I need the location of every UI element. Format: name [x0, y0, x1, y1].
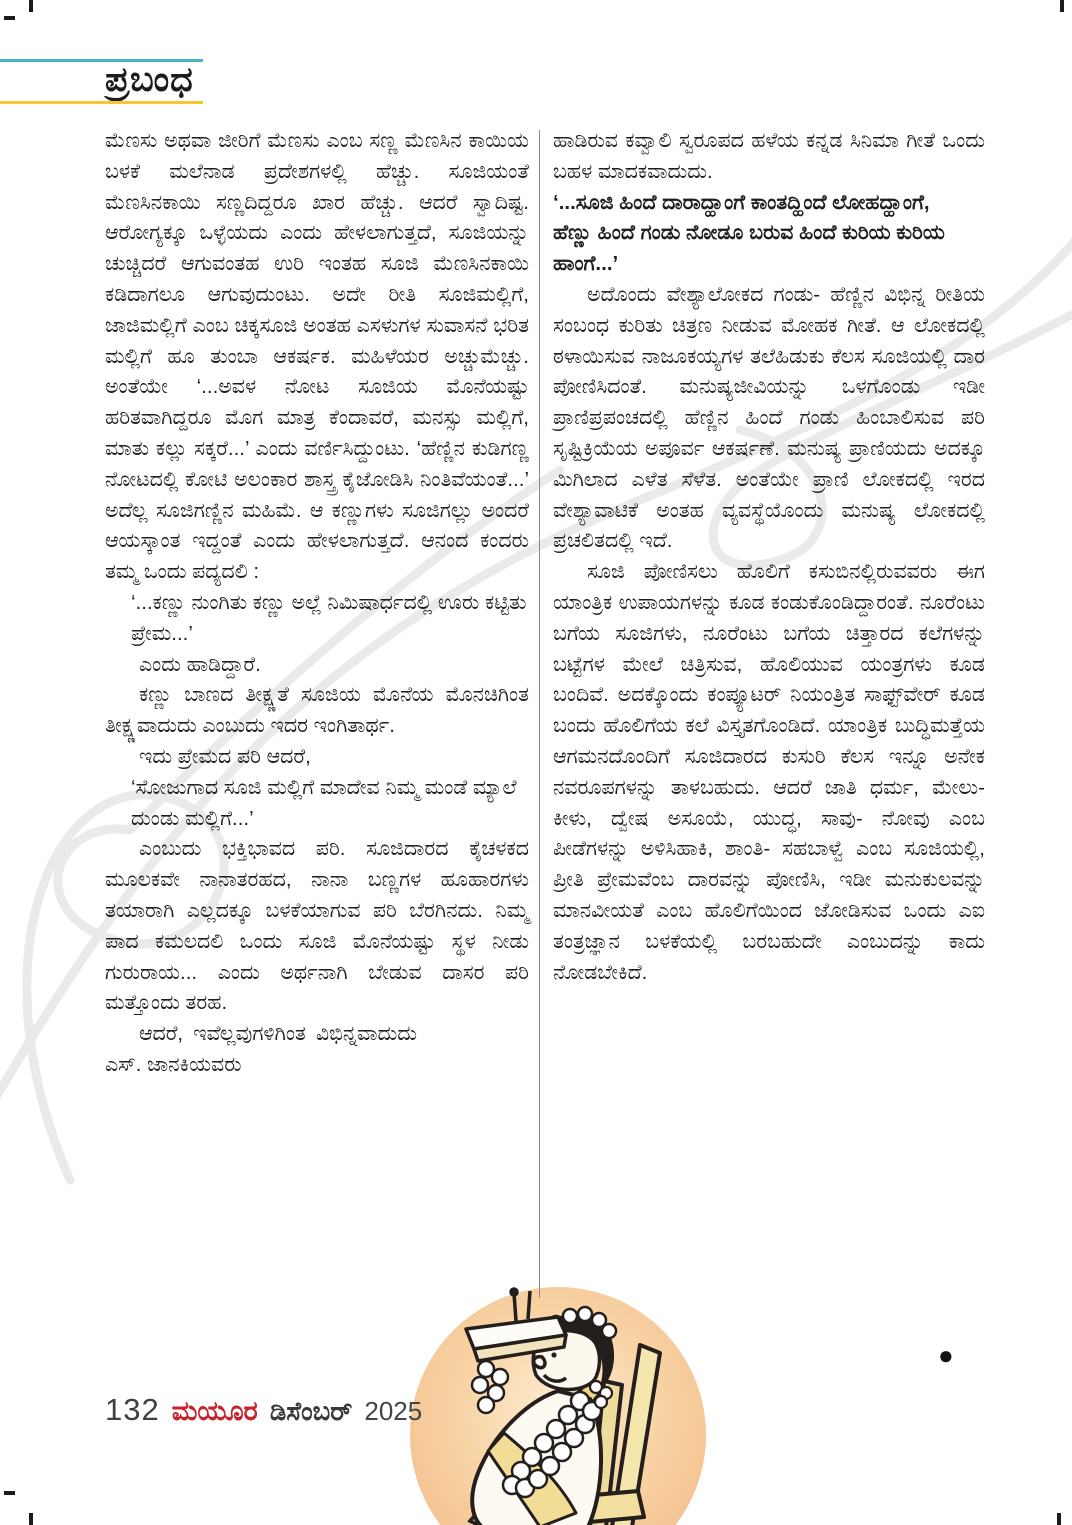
paragraph: ಹೆಣ್ಣು ಹಿಂದೆ ಗಂಡು ನೋಡೂ ಬರುವ ಹಿಂದೆ ಕುರಿಯ ಕುರಿಯ ಹಾಂಗೆ...’ — [553, 221, 945, 276]
issue-year: 2025 — [364, 1396, 423, 1426]
column-divider — [539, 130, 540, 1298]
paragraph: ಇದು ಪ್ರೇಮದ ಪರಿ ಆದರೆ, — [139, 744, 311, 768]
header-rule-bottom — [0, 101, 203, 104]
illustration-text-wrap-spacer — [417, 1019, 529, 1169]
crop-mark — [4, 1491, 15, 1495]
paragraph: ‘...ಕಣ್ಣು ನುಂಗಿತು ಕಣ್ಣು ಅಲ್ಲೆ ನಿಮಿಷಾರ್ಧದಲ್ಲಿ ಊರು ಕಟ್ಟಿತು ಪ್ರೇಮ...’ — [131, 590, 527, 645]
crop-mark — [29, 0, 33, 12]
paragraph: ಹಾಡಿರುವ ಕವ್ವಾಲಿ ಸ್ವರೂಪದ ಹಳೆಯ ಕನ್ನಡ ಸಿನಿಮಾ ಗೀತೆ ಒಂದು ಬಹಳ ಮಾದಕವಾದುದು. — [553, 129, 985, 183]
paragraph: ಎಂಬುದು ಭಕ್ತಿಭಾವದ ಪರಿ. ಸೂಜಿದಾರದ ಕೈಚಳಕದ ಮೂಲಕವೇ ನಾನಾತರಹದ, ನಾನಾ ಬಣ್ಣಗಳ ಹೂಹಾರಗಳು ತಯಾರಾಗಿ ಎಲ್ಲದಕ್ಕೂ ಬಳಕೆಯಾಗುವ ಪರಿ ಬೆರಗಿನದು. ನಿಮ್ಮ ಪಾದ ಕಮಲದಲಿ ಒಂದು ಸೂಜಿ ಮೊನೆಯಷ್ಟು ಸ್ಥಳ ನೀಡು ಗುರುರಾಯ... ಎಂದು ಅರ್ಥನಾಗಿ ಬೇಡುವ ದಾಸರ ಪರಿ ಮತ್ತೊಂದು ತರಹ. — [105, 837, 529, 1015]
paragraph: ಕಣ್ಣು ಬಾಣದ ತೀಕ್ಷ್ಣತೆ ಸೂಜಿಯ ಮೊನೆಯ ಮೊನಚಿಗಿಂತ ತೀಕ್ಷ್ಣವಾದುದು ಎಂಬುದು ಇದರ ಇಂಗಿತಾರ್ಥ. — [105, 683, 529, 738]
crop-mark — [4, 16, 15, 20]
page-footer — [105, 1392, 422, 1428]
page-number: 132 — [105, 1392, 160, 1427]
crop-mark — [1060, 0, 1064, 12]
paragraph: ‘...ಸೂಜಿ ಹಿಂದೆ ದಾರಾದ್ಹಾಂಗೆ ಕಾಂತದ್ಹಿಂದೆ ಲೋಹದ್ಹಾಂಗೆ, — [553, 190, 930, 214]
page-title: ಪ್ರಬಂಧ — [105, 60, 194, 99]
left-column — [105, 126, 529, 1169]
paragraph: ಆದರೆ, ಇವೆಲ್ಲವುಗಳಿಗಿಂತ ವಿಭಿನ್ನವಾದುದು ಎಸ್. ಜಾನಕಿಯವರು — [105, 1019, 529, 1081]
crop-mark — [29, 1513, 33, 1525]
right-column — [553, 126, 985, 1172]
seated-woman-with-garlands-illustration — [408, 1283, 708, 1525]
end-of-article-mark: ● — [938, 1340, 954, 1370]
illustration-text-wrap-spacer — [553, 557, 671, 1172]
paragraph: ಸೂಜಿ ಪೋಣಿಸಲು ಹೊಲಿಗೆ ಕಸುಬಿನಲ್ಲಿರುವವರು ಈಗ ಯಾಂತ್ರಿಕ ಉಪಾಯಗಳನ್ನು ಕೂಡ ಕಂಡುಕೊಂಡಿದ್ದಾರಂತೆ. ನೂರೆಂಟು ಬಗೆಯ ಸೂಜಿಗಳು, ನೂರೆಂಟು ಬಗೆಯ ಚಿತ್ತಾರದ ಕಲೆಗಳನ್ನು ಬಟ್ಟೆಗಳ ಮೇಲೆ ಚಿತ್ರಿಸುವ, ಹೊಲಿಯುವ ಯಂತ್ರಗಳು ಕೂಡ ಬಂದಿವೆ. ಅದಕ್ಕೊಂದು ಕಂಪ್ಯೂಟರ್ ನಿಯಂತ್ರಿತ ಸಾಫ್ಟ್‌ವೇರ್ ಕೂಡ ಬಂದು ಹೊಲಿಗೆಯ ಕಲೆ ವಿಸ್ತೃತಗೊಂಡಿದೆ. ಯಾಂತ್ರಿಕ ಬುದ್ಧಿಮತ್ತೆಯ ಆಗಮನದೊಂದಿಗೆ ಸೂಜಿದಾರದ ಕುಸುರಿ ಕೆಲಸ ಇನ್ನೂ ಅನೇಕ ನವರೂಪಗಳನ್ನು ತಾಳಬಹುದು. ಆದರೆ ಜಾತಿ ಧರ್ಮ, ಮೇಲು- ಕೀಳು, ದ್ವೇಷ ಅಸೂಯೆ, ಯುದ್ಧ, ಸಾವು- ನೋವು ಎಂಬ ಪೀಡೆಗಳನ್ನು ಅಳಿಸಿಹಾಕಿ, ಶಾಂತಿ- ಸಹಬಾಳ್ವೆ ಎಂಬ ಸೂಜಿಯಲ್ಲಿ, ಪ್ರೀತಿ ಪ್ರೇಮವೆಂಬ ದಾರವನ್ನು ಪೋಣಿಸಿ, ಇಡೀ ಮನುಕುಲವನ್ನು ಮಾನವೀಯತೆ ಎಂಬ ಹೊಲಿಗೆಯಿಂದ ಜೋಡಿಸುವ ಒಂದು ಎಐ ತಂತ್ರಜ್ಞಾನ ಬಳಕೆಯಲ್ಲಿ ಬರಬಹುದೇ ಎಂಬುದನ್ನು ಕಾದು ನೋಡಬೇಕಿದೆ. — [553, 557, 985, 988]
paragraph: ಎಂದು ಹಾಡಿದ್ದಾರೆ. — [139, 652, 261, 676]
issue-month: ಡಿಸೆಂಬರ್ — [269, 1396, 353, 1426]
paragraph: ಮೆಣಸು ಅಥವಾ ಜೀರಿಗೆ ಮೆಣಸು ಎಂಬ ಸಣ್ಣ ಮೆಣಸಿನ ಕಾಯಿಯ ಬಳಕೆ ಮಲೆನಾಡ ಪ್ರದೇಶಗಳಲ್ಲಿ ಹೆಚ್ಚು. ಸೂಜಿಯಂತೆ ಮೆಣಸಿನಕಾಯಿ ಸಣ್ಣದಿದ್ದರೂ ಖಾರ ಹೆಚ್ಚು. ಆದರೆ ಸ್ವಾದಿಷ್ಟ. ಆರೋಗ್ಯಕ್ಕೂ ಒಳ್ಳೆಯದು ಎಂದು ಹೇಳಲಾಗುತ್ತದೆ, ಸೂಜಿಯನ್ನು ಚುಚ್ಚಿದರೆ ಆಗುವಂತಹ ಉರಿ ಇಂತಹ ಸೂಜಿ ಮೆಣಸಿನಕಾಯಿ ಕಡಿದಾಗಲೂ ಆಗುವುದುಂಟು. ಅದೇ ರೀತಿ ಸೂಜಿಮಲ್ಲಿಗೆ, ಜಾಜಿಮಲ್ಲಿಗೆ ಎಂಬ ಚಿಕ್ಕಸೂಜಿ ಅಂತಹ ಎಸಳುಗಳ ಸುವಾಸನೆ ಭರಿತ ಮಲ್ಲಿಗೆ ಹೂ ತುಂಬಾ ಆಕರ್ಷಕ. ಮಹಿಳೆಯರ ಅಚ್ಚುಮೆಚ್ಚು. ಅಂತೆಯೇ ‘...ಅವಳ ನೋಟ ಸೂಜಿಯ ಮೊನೆಯಷ್ಟು ಹರಿತವಾಗಿದ್ದರೂ ಮೊಗ ಮಾತ್ರ ಕೆಂದಾವರೆ, ಮನಸ್ಸು ಮಲ್ಲಿಗೆ, ಮಾತು ಕಲ್ಲು ಸಕ್ಕರೆ...’ ಎಂದು ವರ್ಣಿಸಿದ್ದುಂಟು. ‘ಹೆಣ್ಣಿನ ಕುಡಿಗಣ್ಣ ನೋಟದಲ್ಲಿ ಕೋಟಿ ಅಲಂಕಾರ ಶಾಸ್ತ್ರ ಕೈಜೋಡಿಸಿ ನಿಂತಿವೆಯಂತೆ...’ ಅದೆಲ್ಲ ಸೂಜಿಗಣ್ಣಿನ ಮಹಿಮೆ. ಆ ಕಣ್ಣುಗಳು ಸೂಜಿಗಲ್ಲು ಅಂದರೆ ಆಯಸ್ಕಾಂತ ಇದ್ದಂತೆ ಎಂದು ಹೇಳಲಾಗುತ್ತದೆ. ಆನಂದ ಕಂದರು ತಮ್ಮ ಒಂದು ಪದ್ಯದಲಿ : — [105, 129, 529, 584]
crop-mark — [1057, 1513, 1061, 1525]
magazine-logo: ಮಯೂರ — [171, 1396, 258, 1426]
paragraph: ಅದೊಂದು ವೇಶ್ಯಾಲೋಕದ ಗಂಡು- ಹೆಣ್ಣಿನ ವಿಭಿನ್ನ ರೀತಿಯ ಸಂಬಂಧ ಕುರಿತು ಚಿತ್ರಣ ನೀಡುವ ಮೋಹಕ ಗೀತೆ. ಆ ಲೋಕದಲ್ಲಿ ಠಳಾಯಿಸುವ ನಾಜೂಕಯ್ಯಗಳ ತಲೆಹಿಡುಕು ಕೆಲಸ ಸೂಜಿಯಲ್ಲಿ ದಾರ ಪೋಣಿಸಿದಂತೆ. ಮನುಷ್ಯಜೀವಿಯನ್ನು ಒಳಗೊಂಡು ಇಡೀ ಪ್ರಾಣಿಪ್ರಪಂಚದಲ್ಲಿ ಹೆಣ್ಣಿನ ಹಿಂದೆ ಗಂಡು ಹಿಂಬಾಲಿಸುವ ಪರಿ ಸೃಷ್ಟಿಕ್ರಿಯೆಯ ಅಪೂರ್ವ ಆಕರ್ಷಣೆ. ಮನುಷ್ಯ ಪ್ರಾಣಿಯದು ಅದಕ್ಕೂ ಮಿಗಿಲಾದ ಎಳೆತ ಸೆಳೆತ. ಅಂತೆಯೇ ಪ್ರಾಣಿ ಲೋಕದಲ್ಲಿ ಇರದ ವೇಶ್ಯಾವಾಟಿಕೆ ಅಂತಹ ವ್ಯವಸ್ಥೆಯೊಂದು ಮನುಷ್ಯ ಲೋಕದಲ್ಲಿ ಪ್ರಚಲಿತದಲ್ಲಿ ಇದೆ. — [553, 282, 985, 553]
paragraph: ‘ಸೋಜುಗಾದ ಸೂಜಿ ಮಲ್ಲಿಗೆ ಮಾದೇವ ನಿಮ್ಮ ಮಂಡೆ ಮ್ಯಾಲೆ ದುಂಡು ಮಲ್ಲಿಗೆ...’ — [131, 775, 517, 830]
